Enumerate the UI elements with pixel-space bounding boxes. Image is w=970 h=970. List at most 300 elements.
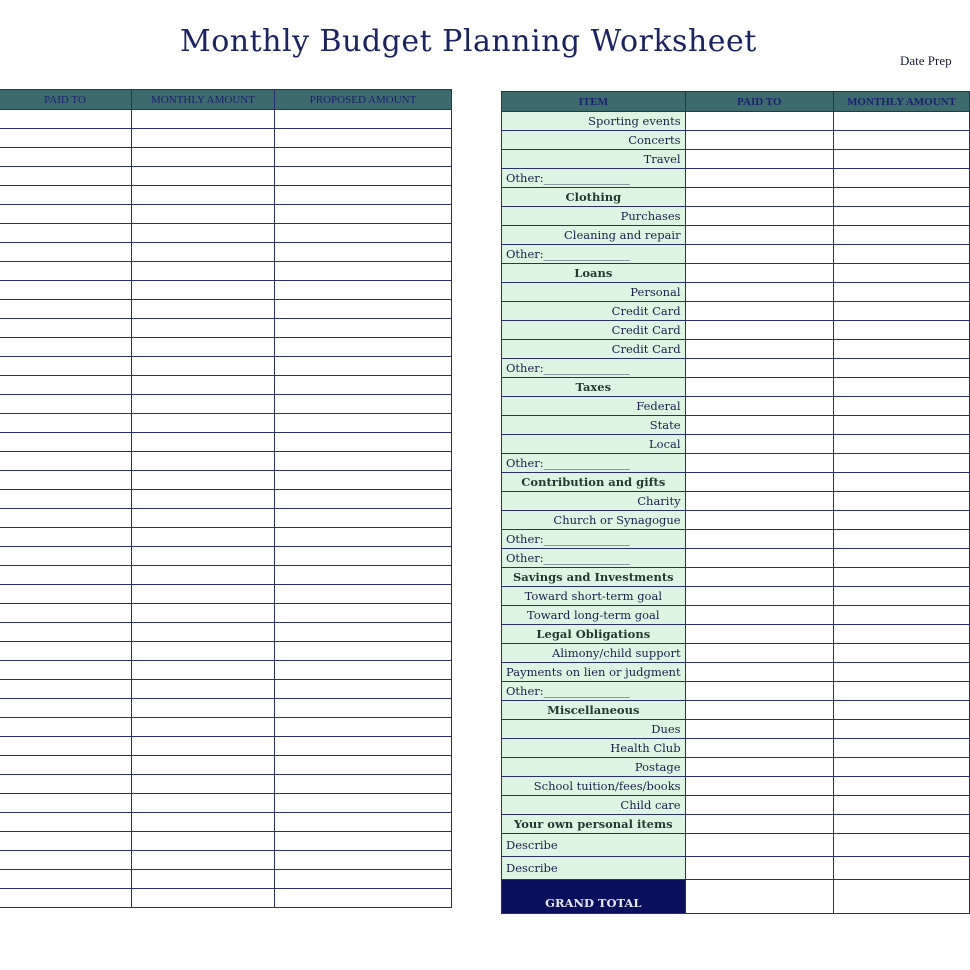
table-row (502, 169, 970, 188)
proposed-amount-cell[interactable] (275, 224, 452, 243)
monthly-amount-cell[interactable] (132, 357, 275, 376)
monthly-amount-cell[interactable] (833, 511, 969, 530)
monthly-amount-cell[interactable] (132, 186, 275, 205)
proposed-amount-cell[interactable] (275, 775, 452, 794)
item-label: Personal (502, 283, 686, 302)
monthly-amount-cell[interactable] (833, 283, 969, 302)
table-row (502, 834, 970, 857)
table-row (0, 414, 452, 433)
proposed-amount-cell[interactable] (275, 547, 452, 566)
proposed-amount-cell[interactable] (275, 604, 452, 623)
paid-to-cell[interactable] (0, 338, 132, 357)
table-row (0, 281, 452, 300)
paid-to-cell[interactable] (0, 642, 132, 661)
proposed-amount-cell[interactable] (275, 756, 452, 775)
item-label: Child care (502, 796, 686, 815)
monthly-amount-cell[interactable] (132, 585, 275, 604)
item-label: Payments on lien or judgment (502, 663, 686, 682)
item-label: Describe (502, 857, 686, 880)
monthly-amount-cell[interactable] (132, 832, 275, 851)
monthly-amount-cell[interactable] (132, 129, 275, 148)
item-label: Charity (502, 492, 686, 511)
item-label: Credit Card (502, 302, 686, 321)
paid-to-cell[interactable] (0, 186, 132, 205)
proposed-amount-cell[interactable] (275, 870, 452, 889)
paid-to-cell[interactable] (0, 661, 132, 680)
item-label: Cleaning and repair (502, 226, 686, 245)
table-row (0, 813, 452, 832)
table-row (502, 302, 970, 321)
proposed-amount-cell[interactable] (275, 243, 452, 262)
monthly-amount-cell[interactable] (132, 243, 275, 262)
paid-to-cell[interactable] (685, 378, 833, 397)
proposed-amount-cell[interactable] (275, 300, 452, 319)
proposed-amount-cell[interactable] (275, 357, 452, 376)
monthly-amount-cell[interactable] (132, 471, 275, 490)
monthly-amount-cell[interactable] (833, 245, 969, 264)
table-row (502, 530, 970, 549)
paid-to-cell[interactable] (0, 604, 132, 623)
proposed-amount-cell[interactable] (275, 566, 452, 585)
monthly-amount-cell[interactable] (833, 530, 969, 549)
paid-to-cell[interactable] (685, 739, 833, 758)
monthly-amount-cell[interactable] (833, 568, 969, 587)
table-row (0, 680, 452, 699)
monthly-amount-cell[interactable] (132, 794, 275, 813)
table-row (0, 509, 452, 528)
table-row (502, 112, 970, 131)
monthly-amount-cell[interactable] (132, 376, 275, 395)
paid-to-cell[interactable] (685, 416, 833, 435)
paid-to-cell[interactable] (0, 129, 132, 148)
proposed-amount-cell[interactable] (275, 319, 452, 338)
table-row (0, 870, 452, 889)
paid-to-cell[interactable] (0, 547, 132, 566)
paid-to-cell[interactable] (0, 319, 132, 338)
monthly-amount-cell[interactable] (132, 699, 275, 718)
proposed-amount-cell[interactable] (275, 148, 452, 167)
paid-to-cell[interactable] (685, 777, 833, 796)
paid-to-cell[interactable] (0, 775, 132, 794)
table-row (0, 110, 452, 129)
table-row (0, 471, 452, 490)
column-header-monthly-amount: MONTHLY AMOUNT (132, 90, 275, 110)
table-row (502, 397, 970, 416)
proposed-amount-cell[interactable] (275, 471, 452, 490)
paid-to-cell[interactable] (685, 435, 833, 454)
monthly-amount-cell[interactable] (132, 433, 275, 452)
proposed-amount-cell[interactable] (275, 794, 452, 813)
table-row (0, 148, 452, 167)
table-row (502, 682, 970, 701)
monthly-amount-cell[interactable] (132, 528, 275, 547)
paid-to-cell[interactable] (0, 737, 132, 756)
monthly-amount-cell[interactable] (833, 796, 969, 815)
table-row (502, 359, 970, 378)
proposed-amount-cell[interactable] (275, 129, 452, 148)
item-label: Travel (502, 150, 686, 169)
item-label: Describe (502, 834, 686, 857)
proposed-amount-cell[interactable] (275, 889, 452, 908)
table-row (0, 167, 452, 186)
monthly-amount-cell[interactable] (833, 739, 969, 758)
monthly-amount-cell[interactable] (132, 623, 275, 642)
table-row (0, 376, 452, 395)
item-label: Other:_______________ (502, 454, 686, 473)
item-label: Other:_______________ (502, 359, 686, 378)
paid-to-cell[interactable] (685, 131, 833, 150)
monthly-amount-cell[interactable] (833, 834, 969, 857)
date-prepared-label: Date Prep (900, 53, 952, 68)
paid-to-cell[interactable] (0, 832, 132, 851)
monthly-amount-cell[interactable] (132, 224, 275, 243)
paid-to-cell[interactable] (685, 150, 833, 169)
monthly-amount-cell[interactable] (132, 547, 275, 566)
monthly-amount-cell[interactable] (833, 492, 969, 511)
paid-to-cell[interactable] (685, 359, 833, 378)
monthly-amount-cell[interactable] (833, 606, 969, 625)
table-row (502, 321, 970, 340)
monthly-amount-cell[interactable] (833, 302, 969, 321)
paid-to-cell[interactable] (685, 625, 833, 644)
item-label: Alimony/child support (502, 644, 686, 663)
monthly-amount-cell[interactable] (132, 718, 275, 737)
monthly-amount-cell[interactable] (833, 625, 969, 644)
table-row (502, 701, 970, 720)
proposed-amount-cell[interactable] (275, 623, 452, 642)
paid-to-cell[interactable] (685, 321, 833, 340)
paid-to-cell[interactable] (0, 205, 132, 224)
paid-to-cell[interactable] (0, 889, 132, 908)
table-row (0, 642, 452, 661)
table-row (0, 528, 452, 547)
table-row (502, 264, 970, 283)
monthly-amount-cell[interactable] (833, 549, 969, 568)
paid-to-cell[interactable] (685, 207, 833, 226)
monthly-amount-cell[interactable] (132, 642, 275, 661)
table-row (502, 378, 970, 397)
paid-to-cell[interactable] (685, 226, 833, 245)
paid-to-cell[interactable] (0, 756, 132, 775)
paid-to-cell[interactable] (0, 300, 132, 319)
item-label: Other:_______________ (502, 682, 686, 701)
monthly-amount-cell[interactable] (833, 416, 969, 435)
monthly-amount-cell[interactable] (132, 756, 275, 775)
proposed-amount-cell[interactable] (275, 395, 452, 414)
proposed-amount-cell[interactable] (275, 585, 452, 604)
monthly-amount-cell[interactable] (833, 663, 969, 682)
proposed-amount-cell[interactable] (275, 414, 452, 433)
monthly-amount-cell[interactable] (833, 435, 969, 454)
table-row (502, 188, 970, 207)
paid-to-cell[interactable] (0, 490, 132, 509)
paid-to-cell[interactable] (685, 857, 833, 880)
table-row (502, 777, 970, 796)
table-row (0, 452, 452, 471)
monthly-amount-cell[interactable] (833, 454, 969, 473)
paid-to-cell[interactable] (685, 511, 833, 530)
proposed-amount-cell[interactable] (275, 737, 452, 756)
right-budget-table (501, 91, 970, 914)
paid-to-cell[interactable] (685, 340, 833, 359)
monthly-amount-cell[interactable] (833, 815, 969, 834)
paid-to-cell[interactable] (0, 813, 132, 832)
grand-total-monthly-amount-cell[interactable] (833, 880, 969, 914)
monthly-amount-cell[interactable] (132, 205, 275, 224)
item-label: Federal (502, 397, 686, 416)
paid-to-cell[interactable] (685, 302, 833, 321)
monthly-amount-cell[interactable] (833, 340, 969, 359)
table-row (502, 435, 970, 454)
category-label: Loans (502, 264, 686, 283)
monthly-amount-cell[interactable] (132, 452, 275, 471)
monthly-amount-cell[interactable] (132, 661, 275, 680)
table-row (502, 549, 970, 568)
monthly-amount-cell[interactable] (132, 319, 275, 338)
paid-to-cell[interactable] (685, 169, 833, 188)
monthly-amount-cell[interactable] (833, 112, 969, 131)
paid-to-cell[interactable] (0, 148, 132, 167)
monthly-amount-cell[interactable] (132, 338, 275, 357)
column-header-item: ITEM (502, 92, 686, 112)
proposed-amount-cell[interactable] (275, 832, 452, 851)
paid-to-cell[interactable] (0, 357, 132, 376)
monthly-amount-cell[interactable] (132, 604, 275, 623)
monthly-amount-cell[interactable] (132, 148, 275, 167)
paid-to-cell[interactable] (0, 851, 132, 870)
paid-to-cell[interactable] (685, 682, 833, 701)
monthly-amount-cell[interactable] (132, 281, 275, 300)
table-row (502, 226, 970, 245)
table-row (0, 319, 452, 338)
proposed-amount-cell[interactable] (275, 851, 452, 870)
paid-to-cell[interactable] (685, 245, 833, 264)
paid-to-cell[interactable] (685, 454, 833, 473)
paid-to-cell[interactable] (685, 283, 833, 302)
monthly-amount-cell[interactable] (833, 397, 969, 416)
monthly-amount-cell[interactable] (132, 110, 275, 129)
proposed-amount-cell[interactable] (275, 433, 452, 452)
monthly-amount-cell[interactable] (833, 587, 969, 606)
table-row (0, 737, 452, 756)
paid-to-cell[interactable] (0, 395, 132, 414)
item-label: Credit Card (502, 340, 686, 359)
paid-to-cell[interactable] (685, 606, 833, 625)
proposed-amount-cell[interactable] (275, 338, 452, 357)
monthly-amount-cell[interactable] (833, 207, 969, 226)
table-row (502, 473, 970, 492)
proposed-amount-cell[interactable] (275, 490, 452, 509)
monthly-amount-cell[interactable] (132, 737, 275, 756)
proposed-amount-cell[interactable] (275, 528, 452, 547)
monthly-amount-cell[interactable] (833, 131, 969, 150)
column-header-paid-to: PAID TO (685, 92, 833, 112)
monthly-amount-cell[interactable] (833, 857, 969, 880)
monthly-amount-cell[interactable] (132, 775, 275, 794)
paid-to-cell[interactable] (0, 414, 132, 433)
paid-to-cell[interactable] (685, 815, 833, 834)
grand-total-label: GRAND TOTAL (502, 880, 686, 914)
paid-to-cell[interactable] (0, 585, 132, 604)
table-row (0, 338, 452, 357)
item-label: Other:_______________ (502, 530, 686, 549)
item-label: Concerts (502, 131, 686, 150)
proposed-amount-cell[interactable] (275, 186, 452, 205)
proposed-amount-cell[interactable] (275, 718, 452, 737)
paid-to-cell[interactable] (0, 224, 132, 243)
paid-to-cell[interactable] (685, 568, 833, 587)
table-row (0, 604, 452, 623)
proposed-amount-cell[interactable] (275, 262, 452, 281)
proposed-amount-cell[interactable] (275, 680, 452, 699)
paid-to-cell[interactable] (0, 680, 132, 699)
item-label: Toward long-term goal (502, 606, 686, 625)
proposed-amount-cell[interactable] (275, 205, 452, 224)
monthly-amount-cell[interactable] (833, 264, 969, 283)
monthly-amount-cell[interactable] (132, 490, 275, 509)
monthly-amount-cell[interactable] (132, 262, 275, 281)
monthly-amount-cell[interactable] (132, 300, 275, 319)
paid-to-cell[interactable] (0, 528, 132, 547)
item-label: Postage (502, 758, 686, 777)
monthly-amount-cell[interactable] (833, 169, 969, 188)
paid-to-cell[interactable] (0, 794, 132, 813)
proposed-amount-cell[interactable] (275, 110, 452, 129)
paid-to-cell[interactable] (0, 281, 132, 300)
item-label: School tuition/fees/books (502, 777, 686, 796)
table-row (502, 511, 970, 530)
table-row (502, 720, 970, 739)
table-row (0, 433, 452, 452)
paid-to-cell[interactable] (0, 718, 132, 737)
paid-to-cell[interactable] (685, 701, 833, 720)
paid-to-cell[interactable] (685, 492, 833, 511)
proposed-amount-cell[interactable] (275, 167, 452, 186)
monthly-amount-cell[interactable] (833, 682, 969, 701)
monthly-amount-cell[interactable] (132, 680, 275, 699)
paid-to-cell[interactable] (0, 243, 132, 262)
paid-to-cell[interactable] (0, 452, 132, 471)
category-label: Savings and Investments (502, 568, 686, 587)
paid-to-cell[interactable] (0, 167, 132, 186)
proposed-amount-cell[interactable] (275, 452, 452, 471)
monthly-amount-cell[interactable] (132, 167, 275, 186)
paid-to-cell[interactable] (0, 623, 132, 642)
monthly-amount-cell[interactable] (132, 395, 275, 414)
item-label: Health Club (502, 739, 686, 758)
table-row (502, 663, 970, 682)
monthly-amount-cell[interactable] (833, 321, 969, 340)
monthly-amount-cell[interactable] (833, 701, 969, 720)
paid-to-cell[interactable] (685, 188, 833, 207)
paid-to-cell[interactable] (685, 758, 833, 777)
monthly-amount-cell[interactable] (833, 378, 969, 397)
table-row (502, 815, 970, 834)
item-label: Church or Synagogue (502, 511, 686, 530)
monthly-amount-cell[interactable] (833, 188, 969, 207)
paid-to-cell[interactable] (0, 699, 132, 718)
table-row (0, 490, 452, 509)
monthly-amount-cell[interactable] (132, 870, 275, 889)
paid-to-cell[interactable] (685, 549, 833, 568)
paid-to-cell[interactable] (685, 397, 833, 416)
paid-to-cell[interactable] (0, 376, 132, 395)
paid-to-cell[interactable] (685, 644, 833, 663)
proposed-amount-cell[interactable] (275, 281, 452, 300)
monthly-amount-cell[interactable] (132, 889, 275, 908)
monthly-amount-cell[interactable] (833, 777, 969, 796)
table-row (502, 625, 970, 644)
paid-to-cell[interactable] (685, 264, 833, 283)
category-label: Contribution and gifts (502, 473, 686, 492)
table-row (502, 245, 970, 264)
paid-to-cell[interactable] (685, 663, 833, 682)
paid-to-cell[interactable] (0, 110, 132, 129)
paid-to-cell[interactable] (0, 870, 132, 889)
monthly-amount-cell[interactable] (132, 509, 275, 528)
proposed-amount-cell[interactable] (275, 376, 452, 395)
paid-to-cell[interactable] (685, 834, 833, 857)
table-row (0, 585, 452, 604)
paid-to-cell[interactable] (0, 433, 132, 452)
paid-to-cell[interactable] (685, 112, 833, 131)
paid-to-cell[interactable] (685, 530, 833, 549)
category-label: Clothing (502, 188, 686, 207)
paid-to-cell[interactable] (0, 471, 132, 490)
item-label: Dues (502, 720, 686, 739)
item-label: Purchases (502, 207, 686, 226)
paid-to-cell[interactable] (685, 796, 833, 815)
item-label: Other:_______________ (502, 169, 686, 188)
category-label: Miscellaneous (502, 701, 686, 720)
table-row (502, 207, 970, 226)
paid-to-cell[interactable] (685, 720, 833, 739)
table-row (0, 395, 452, 414)
table-row (0, 262, 452, 281)
proposed-amount-cell[interactable] (275, 699, 452, 718)
monthly-amount-cell[interactable] (132, 851, 275, 870)
table-row (0, 243, 452, 262)
category-label: Your own personal items (502, 815, 686, 834)
proposed-amount-cell[interactable] (275, 642, 452, 661)
monthly-amount-cell[interactable] (833, 473, 969, 492)
proposed-amount-cell[interactable] (275, 813, 452, 832)
proposed-amount-cell[interactable] (275, 509, 452, 528)
paid-to-cell[interactable] (0, 262, 132, 281)
paid-to-cell[interactable] (685, 587, 833, 606)
paid-to-cell[interactable] (0, 509, 132, 528)
paid-to-cell[interactable] (685, 473, 833, 492)
monthly-amount-cell[interactable] (833, 644, 969, 663)
paid-to-cell[interactable] (0, 566, 132, 585)
table-row (0, 851, 452, 870)
monthly-amount-cell[interactable] (132, 414, 275, 433)
proposed-amount-cell[interactable] (275, 661, 452, 680)
monthly-amount-cell[interactable] (132, 813, 275, 832)
monthly-amount-cell[interactable] (833, 359, 969, 378)
table-row (0, 205, 452, 224)
table-row (502, 492, 970, 511)
monthly-amount-cell[interactable] (132, 566, 275, 585)
monthly-amount-cell[interactable] (833, 720, 969, 739)
monthly-amount-cell[interactable] (833, 758, 969, 777)
monthly-amount-cell[interactable] (833, 150, 969, 169)
table-row (502, 796, 970, 815)
column-header-proposed-amount: PROPOSED AMOUNT (275, 90, 452, 110)
monthly-amount-cell[interactable] (833, 226, 969, 245)
grand-total-paid-to-cell[interactable] (685, 880, 833, 914)
table-row (0, 566, 452, 585)
